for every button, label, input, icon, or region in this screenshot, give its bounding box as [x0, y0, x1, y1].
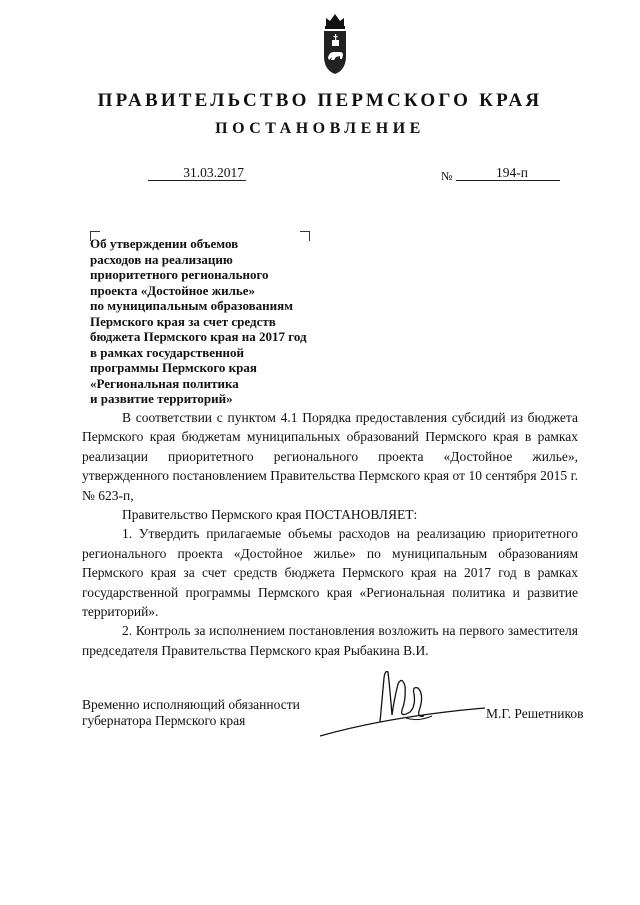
subject-line: «Региональная политика: [90, 375, 239, 391]
document-date: 31.03.2017: [148, 165, 246, 181]
document-subject: [90, 236, 360, 407]
subject-line: в рамках государственной: [90, 344, 244, 360]
organization-title: ПРАВИТЕЛЬСТВО ПЕРМСКОГО КРАЯ: [97, 90, 543, 111]
signatory-name: М.Г. Решетников: [486, 706, 584, 721]
document-type: ПОСТАНОВЛЕНИЕ: [215, 120, 425, 137]
position-line-1: Временно исполняющий обязанности: [82, 697, 300, 712]
number-label: №: [441, 169, 453, 183]
subject-line: по муниципальным образованиям: [90, 298, 294, 313]
subject-line: и развитие территорий»: [90, 391, 233, 406]
perm-krai-coat-of-arms-icon: [320, 12, 350, 76]
subject-line: приоритетного регионального: [90, 267, 269, 282]
subject-line: Пермского края за счет средств: [90, 313, 276, 329]
handwritten-signature-icon: [310, 660, 500, 740]
signatory-position: [82, 697, 300, 729]
document-number: 194-п: [456, 165, 560, 181]
document-body: [82, 408, 578, 660]
subject-line: Об утверждении объемов: [90, 236, 239, 251]
subject-line: программы Пермского края: [90, 360, 257, 375]
preamble-paragraph: В соответствии с пунктом 4.1 Порядка предоставления субсидий из бюджета Пермского края бюджетам муниципальных образований Пермского края в рамках реализации приоритетного регионального проекта «Достойное жилье», утвержденного постановлением Правительства Пермского края от 10 сентября 2015 г. № 623-п,: [82, 410, 578, 503]
subject-line: проекта «Достойное жилье»: [90, 282, 256, 298]
subject-line: бюджета Пермского края на 2017 год: [90, 329, 307, 344]
subject-line: расходов на реализацию: [90, 251, 233, 267]
item-1-paragraph: 1. Утвердить прилагаемые объемы расходов на реализацию приоритетного регионального проекта «Достойное жилье» по муниципальным образованиям Пермского края за счет средств бюджета Пермского края на 2017 год в рамках государственной программы Пермского края «Региональная политика и развитие территорий».: [82, 526, 578, 620]
resolution-clause: Правительство Пермского края ПОСТАНОВЛЯЕТ:: [122, 507, 418, 523]
item-2-paragraph: 2. Контроль за исполнением постановления возложить на первого заместителя председателя Правительства Пермского края Рыбакина В.И.: [82, 623, 578, 658]
position-line-2: губернатора Пермского края: [82, 713, 246, 728]
